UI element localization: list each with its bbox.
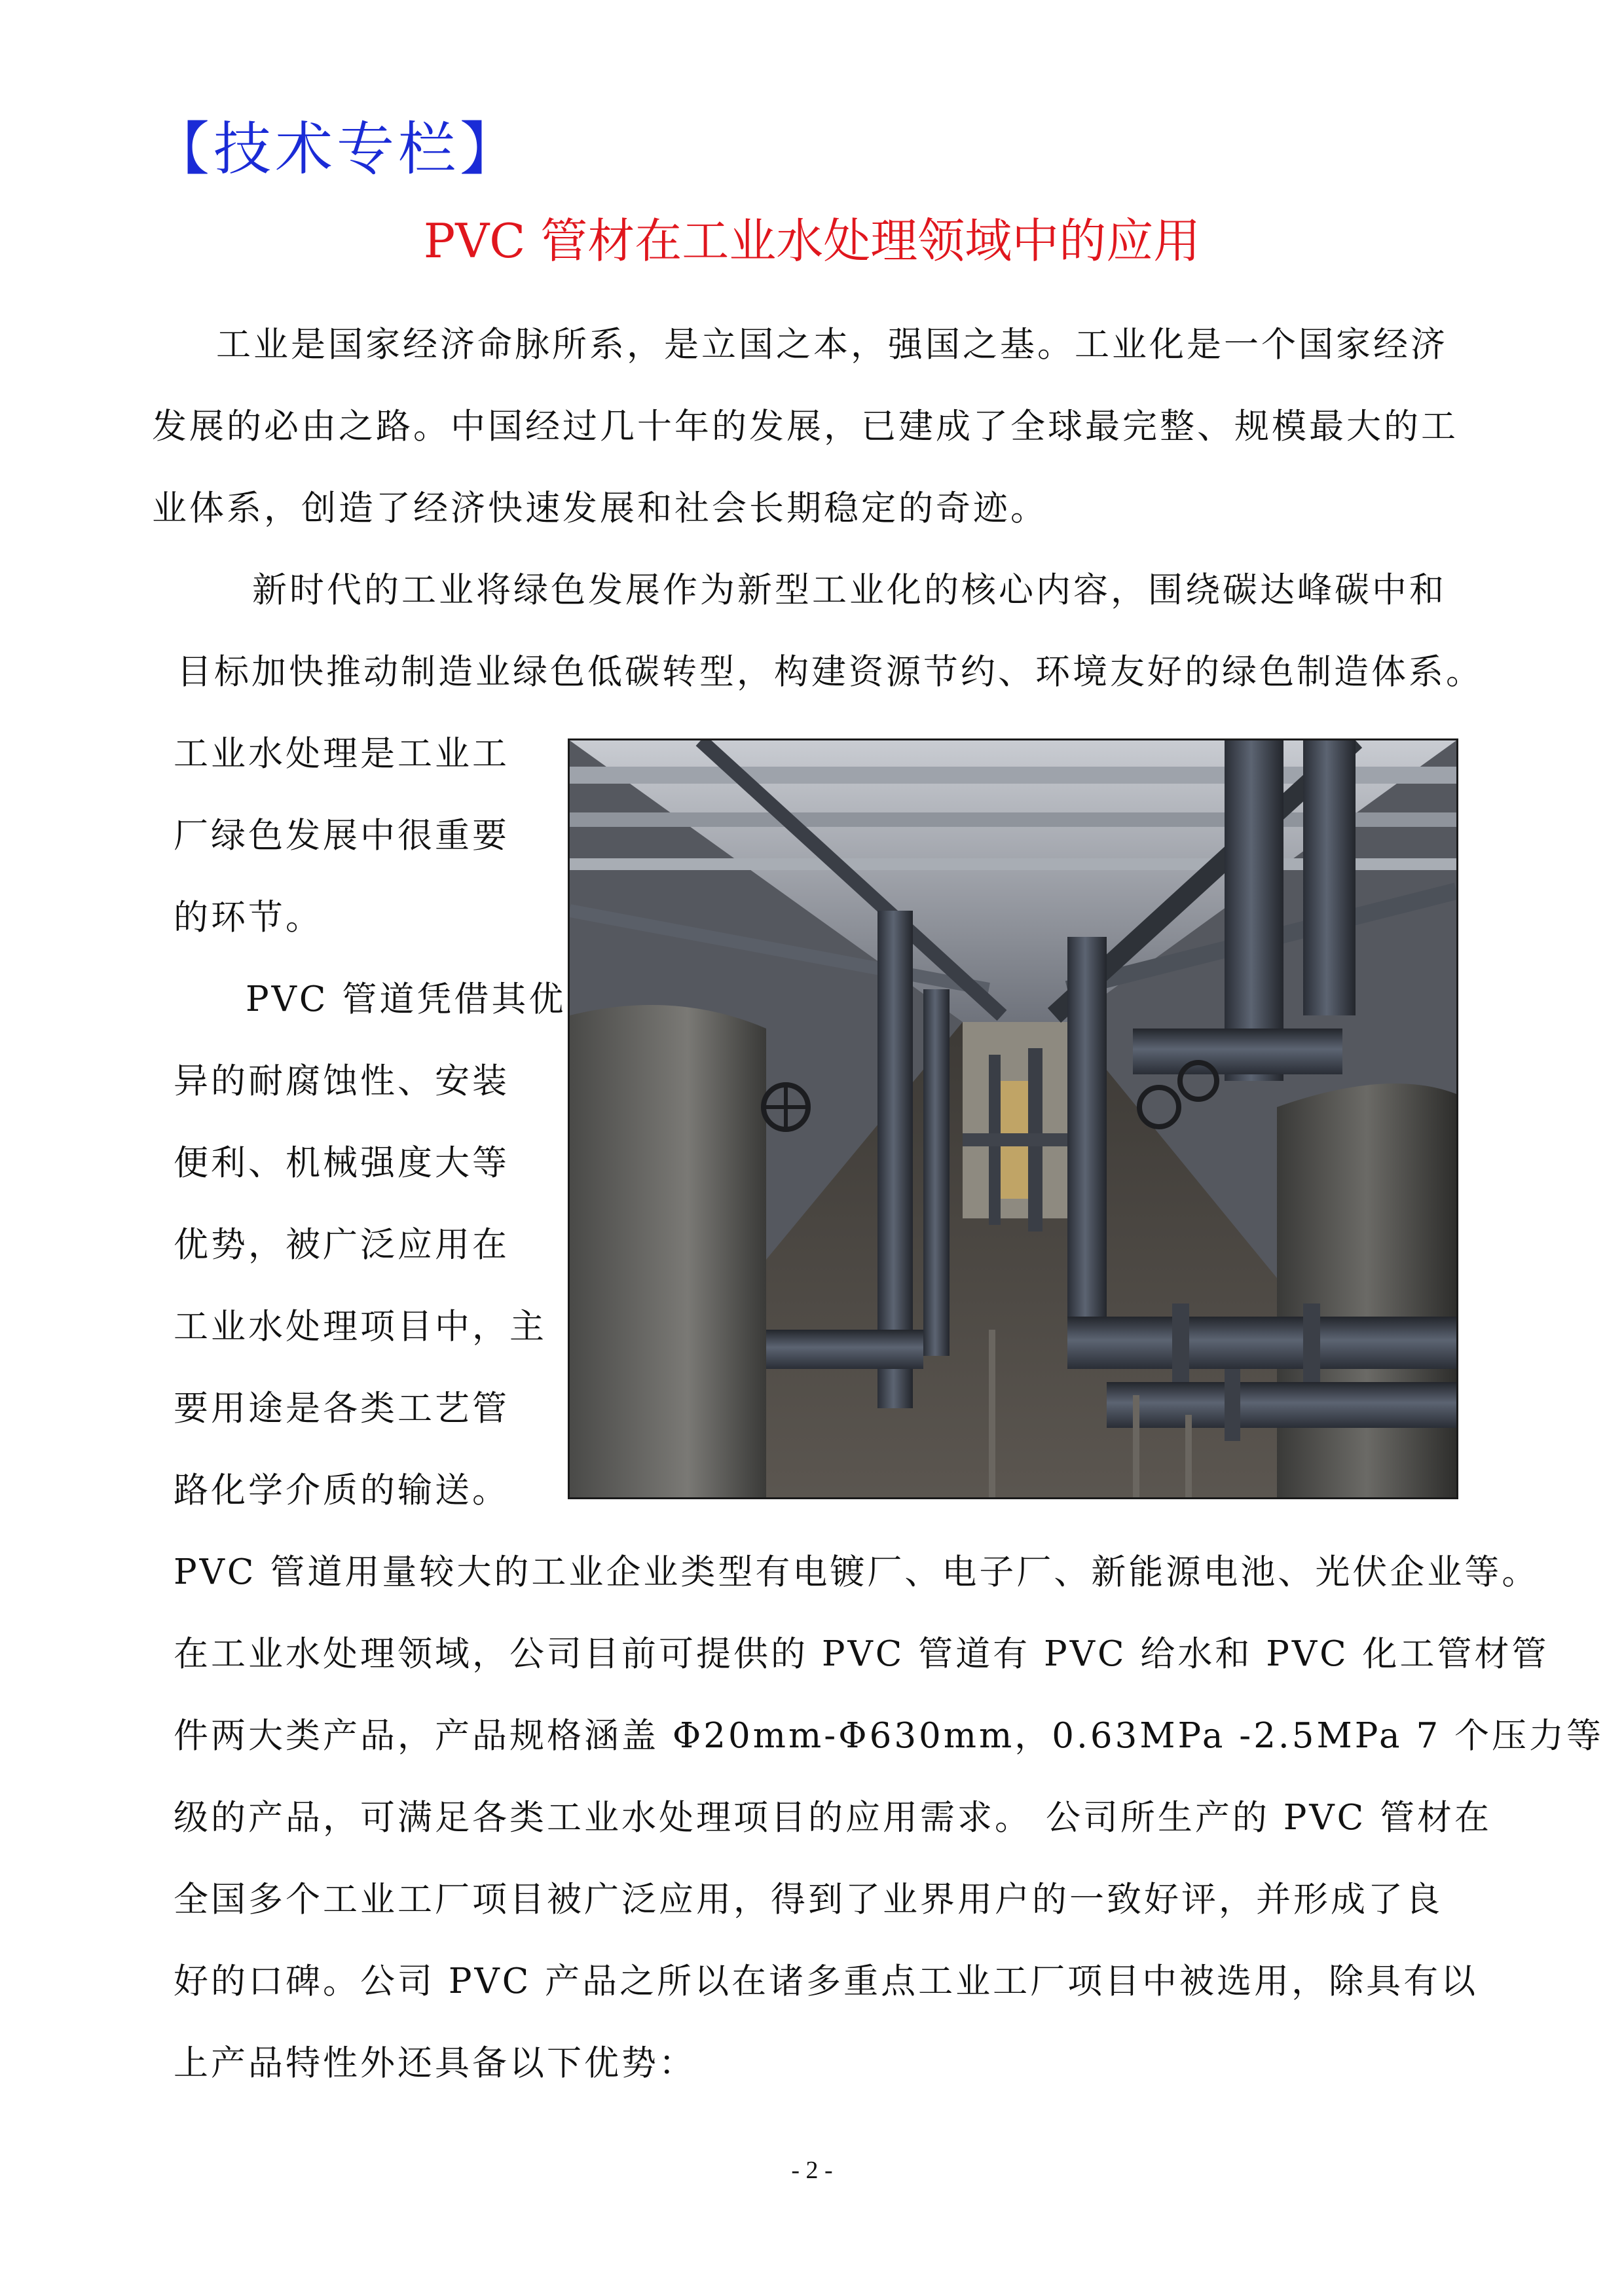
paragraph-5-line-1: PVC 管道用量较大的工业企业类型有电镀厂、电子厂、新能源电池、光伏企业等。 bbox=[174, 1552, 1540, 1592]
paragraph-5-line-2: 在工业水处理领域，公司目前可提供的 PVC 管道有 PVC 给水和 PVC 化工管材管 bbox=[174, 1634, 1549, 1674]
side-paragraph-4-line-5: 工业水处理项目中，主 bbox=[174, 1307, 547, 1347]
side-paragraph-4-line-4: 优势，被广泛应用在 bbox=[174, 1225, 509, 1265]
side-paragraph-3-line-3: 的环节。 bbox=[174, 898, 323, 938]
paragraph-5-line-7: 上产品特性外还具备以下优势： bbox=[174, 2043, 696, 2083]
page-number: - 2 - bbox=[791, 2157, 833, 2184]
paragraph-5-line-5: 全国多个工业工厂项目被广泛应用，得到了业界用户的一致好评，并形成了良 bbox=[174, 1880, 1443, 1920]
side-paragraph-4-line-6: 要用途是各类工艺管 bbox=[174, 1389, 509, 1429]
paragraph-5-line-4: 级的产品，可满足各类工业水处理项目的应用需求。 公司所生产的 PVC 管材在 bbox=[174, 1798, 1492, 1838]
pvc-pipeline-illustration bbox=[570, 740, 1456, 1497]
side-paragraph-4-line-2: 异的耐腐蚀性、安装 bbox=[174, 1061, 509, 1101]
side-paragraph-3-line-2: 厂绿色发展中很重要 bbox=[174, 816, 509, 856]
paragraph-5-line-3: 件两大类产品，产品规格涵盖 Φ20mm-Φ630mm，0.63MPa -2.5MPa 7 个压力等 bbox=[174, 1716, 1604, 1756]
side-paragraph-4-line-3: 便利、机械强度大等 bbox=[174, 1143, 509, 1183]
paragraph-1-line-3: 业体系，创造了经济快速发展和社会长期稳定的奇迹。 bbox=[152, 488, 1048, 528]
paragraph-1-line-1: 工业是国家经济命脉所系，是立国之本，强国之基。工业化是一个国家经济 bbox=[216, 325, 1448, 365]
paragraph-2-line-2: 目标加快推动制造业绿色低碳转型，构建资源节约、环境友好的绿色制造体系。 bbox=[177, 652, 1483, 692]
pvc-pipeline-photo bbox=[568, 738, 1458, 1499]
document-title: PVC 管材在工业水处理领域中的应用 bbox=[423, 213, 1201, 268]
paragraph-1-line-2: 发展的必由之路。中国经过几十年的发展，已建成了全球最完整、规模最大的工 bbox=[152, 407, 1458, 446]
side-paragraph-3-line-1: 工业水处理是工业工 bbox=[174, 734, 509, 774]
paragraph-2-line-1: 新时代的工业将绿色发展作为新型工业化的核心内容，围绕碳达峰碳中和 bbox=[252, 570, 1447, 610]
side-paragraph-4-line-1: PVC 管道凭借其优 bbox=[246, 979, 566, 1019]
side-paragraph-4-line-7: 路化学介质的输送。 bbox=[174, 1470, 509, 1510]
paragraph-5-line-6: 好的口碑。公司 PVC 产品之所以在诸多重点工业工厂项目中被选用，除具有以 bbox=[174, 1961, 1479, 2001]
column-tag: 【技术专栏】 bbox=[152, 115, 522, 183]
